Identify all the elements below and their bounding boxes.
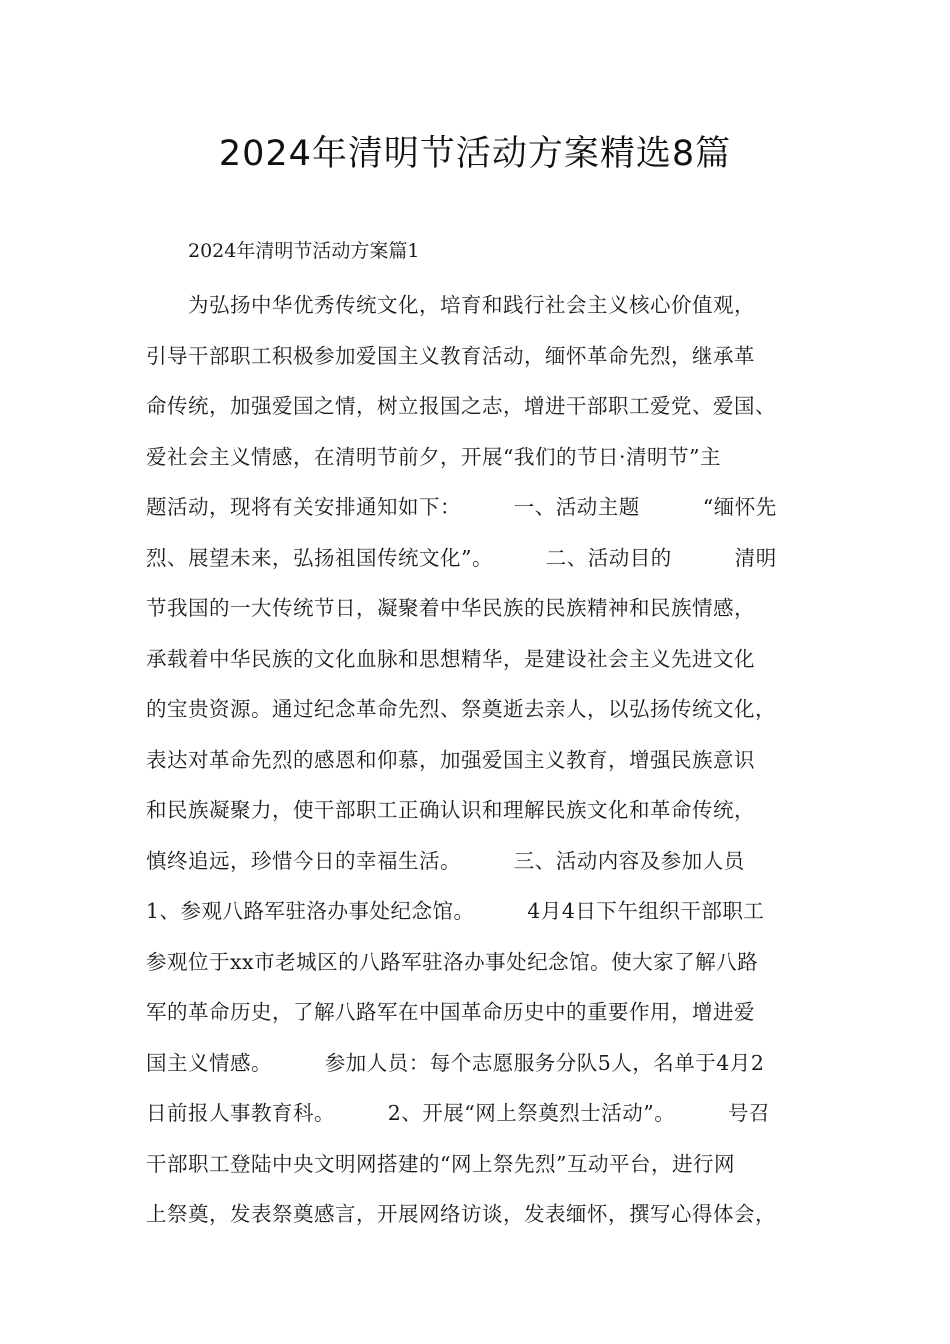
body-line: 1、参观八路军驻洛办事处纪念馆。 4月4日下午组织干部职工 [146,899,765,923]
body-line: 慎终追远，珍惜今日的幸福生活。 三、活动内容及参加人员 [146,848,745,873]
body-line: 引导干部职工积极参加爱国主义教育活动，缅怀革命先烈，继承革 [146,343,755,368]
body-line: 国主义情感。 参加人员：每个志愿服务分队5人，名单于4月2 [146,1050,765,1075]
body-line: 干部职工登陆中央文明网搭建的“网上祭先烈”互动平台，进行网 [146,1151,735,1176]
body-line: 上祭奠，发表祭奠感言，开展网络访谈，发表缅怀，撰写心得体会， [146,1202,776,1226]
document-title: 2024年清明节活动方案精选8篇 [218,134,732,174]
body-line: 和民族凝聚力，使干部职工正确认识和理解民族文化和革命传统， [146,798,755,822]
body-text [146,280,826,1240]
body-line: 日前报人事教育科。 2、开展“网上祭奠烈士活动”。 号召 [146,1101,771,1125]
body-line: 表达对革命先烈的感恩和仰慕，加强爱国主义教育，增强民族意识 [146,747,755,772]
body-line: 为弘扬中华优秀传统文化，培育和践行社会主义核心价值观， [188,293,755,317]
body-line: 参观位于xx市老城区的八路军驻洛办事处纪念馆。使大家了解八路 [146,949,759,974]
body-line: 命传统，加强爱国之情，树立报国之志，增进干部职工爱党、爱国、 [146,394,776,418]
section-heading: 2024年清明节活动方案篇1 [188,240,420,262]
body-line: 的宝贵资源。通过纪念革命先烈、祭奠逝去亲人，以弘扬传统文化， [146,697,776,721]
body-line: 军的革命历史，了解八路军在中国革命历史中的重要作用，增进爱 [146,1000,755,1024]
body-line: 节我国的一大传统节日，凝聚着中华民族的民族精神和民族情感， [146,596,755,620]
body-line: 承载着中华民族的文化血脉和思想精华，是建设社会主义先进文化 [146,646,755,671]
body-line: 题活动，现将有关安排通知如下： 一、活动主题 “缅怀先 [146,495,777,519]
body-line: 烈、展望未来，弘扬祖国传统文化”。 二、活动目的 清明 [146,545,777,570]
body-line: 爱社会主义情感，在清明节前夕，开展“我们的节日·清明节”主 [146,444,721,469]
